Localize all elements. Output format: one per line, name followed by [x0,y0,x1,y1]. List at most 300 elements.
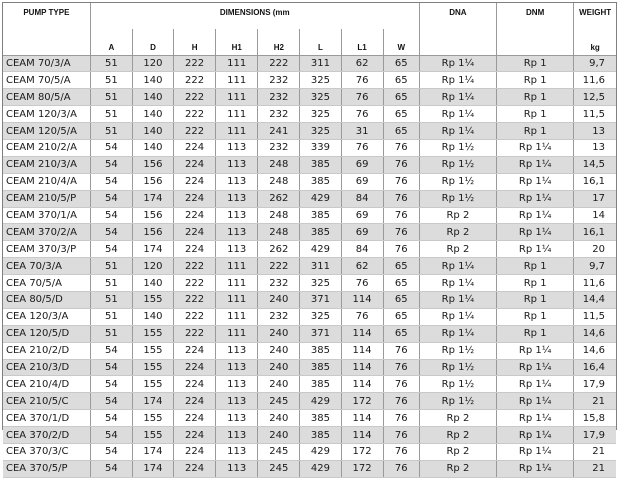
table-row [3,139,616,156]
cell-a: 54 [90,359,132,376]
cell-dnm: Rp 1¼ [497,173,574,190]
cell-h: 224 [174,410,216,427]
cell-h1: 111 [216,308,258,325]
cell-h2: 240 [258,291,300,308]
cell-a: 51 [90,72,132,89]
cell-l: 371 [300,325,341,342]
cell-a: 54 [90,207,132,224]
cell-pump-type: CEA 120/5/D [3,325,90,342]
cell-w: 76 [383,393,419,410]
cell-l: 371 [300,291,341,308]
cell-dna: Rp 1¼ [419,55,496,72]
cell-h1: 113 [216,190,258,207]
cell-h1: 113 [216,156,258,173]
cell-h1: 113 [216,427,258,444]
cell-dnm: Rp 1¼ [497,410,574,427]
table-row [3,173,616,190]
cell-weight: 17,9 [574,376,616,393]
header-pump-type: PUMP TYPE [23,8,70,17]
header-a: A [90,29,132,55]
cell-dna: Rp 2 [419,427,496,444]
cell-dnm: Rp 1¼ [497,190,574,207]
header-row-main [3,3,616,29]
cell-l1: 76 [341,72,383,89]
cell-d: 155 [132,427,173,444]
cell-dna: Rp 1½ [419,393,496,410]
cell-dnm: Rp 1¼ [497,156,574,173]
cell-a: 51 [90,258,132,275]
cell-l1: 69 [341,207,383,224]
cell-h2: 241 [258,123,300,140]
cell-pump-type: CEAM 80/5/A [3,89,90,106]
cell-l: 311 [300,258,341,275]
cell-h1: 111 [216,89,258,106]
table-row [3,427,616,444]
cell-d: 155 [132,342,173,359]
cell-pump-type: CEAM 370/2/A [3,224,90,241]
table-row [3,190,616,207]
cell-l: 385 [300,376,341,393]
cell-w: 76 [383,376,419,393]
header-dimensions: DIMENSIONS (mm [90,3,419,29]
cell-h2: 222 [258,258,300,275]
cell-dnm: Rp 1¼ [497,359,574,376]
cell-weight: 14,6 [574,325,616,342]
cell-a: 54 [90,190,132,207]
cell-h: 224 [174,376,216,393]
cell-h1: 111 [216,325,258,342]
cell-l: 429 [300,241,341,258]
cell-pump-type: CEAM 370/1/A [3,207,90,224]
cell-a: 51 [90,275,132,292]
cell-h2: 262 [258,190,300,207]
cell-h1: 113 [216,139,258,156]
cell-pump-type: CEA 370/1/D [3,410,90,427]
cell-h1: 113 [216,376,258,393]
cell-a: 54 [90,393,132,410]
pump-dimensions-table [3,3,616,478]
table-row [3,443,616,460]
cell-pump-type: CEA 370/5/P [3,460,90,477]
cell-weight: 20 [574,241,616,258]
cell-dnm: Rp 1 [497,325,574,342]
cell-h: 222 [174,291,216,308]
cell-weight: 14 [574,207,616,224]
cell-l: 325 [300,308,341,325]
cell-h: 222 [174,55,216,72]
cell-h2: 232 [258,106,300,123]
cell-l1: 84 [341,190,383,207]
cell-l: 325 [300,72,341,89]
cell-dnm: Rp 1 [497,291,574,308]
header-d: D [132,29,173,55]
cell-d: 156 [132,207,173,224]
header-h2: H2 [258,29,300,55]
table-row [3,376,616,393]
cell-weight: 21 [574,443,616,460]
cell-weight: 11,5 [574,106,616,123]
cell-h1: 113 [216,393,258,410]
cell-dna: Rp 1¼ [419,291,496,308]
cell-w: 76 [383,443,419,460]
cell-l1: 69 [341,224,383,241]
cell-dnm: Rp 1¼ [497,443,574,460]
cell-a: 54 [90,376,132,393]
table-row [3,275,616,292]
cell-dna: Rp 1¼ [419,89,496,106]
cell-pump-type: CEAM 210/2/A [3,139,90,156]
cell-dnm: Rp 1¼ [497,376,574,393]
cell-h2: 232 [258,139,300,156]
cell-a: 51 [90,308,132,325]
cell-l1: 114 [341,291,383,308]
cell-h: 224 [174,207,216,224]
cell-dna: Rp 1¼ [419,325,496,342]
cell-h: 222 [174,89,216,106]
cell-dna: Rp 1½ [419,139,496,156]
cell-h: 224 [174,156,216,173]
cell-dnm: Rp 1¼ [497,460,574,477]
cell-l: 325 [300,275,341,292]
cell-dna: Rp 1¼ [419,72,496,89]
cell-dnm: Rp 1¼ [497,207,574,224]
cell-a: 54 [90,460,132,477]
cell-l: 339 [300,139,341,156]
cell-a: 54 [90,443,132,460]
cell-l: 325 [300,89,341,106]
cell-l1: 31 [341,123,383,140]
cell-pump-type: CEA 210/3/D [3,359,90,376]
cell-dnm: Rp 1 [497,123,574,140]
cell-dna: Rp 1½ [419,156,496,173]
cell-h1: 111 [216,55,258,72]
cell-w: 76 [383,427,419,444]
cell-h2: 262 [258,241,300,258]
cell-h: 224 [174,443,216,460]
cell-h2: 240 [258,427,300,444]
cell-weight: 21 [574,393,616,410]
cell-h: 224 [174,342,216,359]
cell-dna: Rp 1½ [419,376,496,393]
cell-h1: 113 [216,443,258,460]
cell-w: 65 [383,275,419,292]
cell-dnm: Rp 1¼ [497,224,574,241]
cell-weight: 14,6 [574,342,616,359]
header-h: H [174,29,216,55]
cell-h1: 111 [216,275,258,292]
cell-h2: 232 [258,275,300,292]
cell-l: 385 [300,207,341,224]
cell-d: 156 [132,224,173,241]
cell-d: 155 [132,325,173,342]
cell-dna: Rp 1½ [419,359,496,376]
cell-d: 140 [132,72,173,89]
table-row [3,55,616,72]
cell-weight: 13 [574,123,616,140]
cell-l1: 172 [341,460,383,477]
cell-weight: 16,1 [574,173,616,190]
cell-l: 429 [300,393,341,410]
cell-w: 65 [383,325,419,342]
cell-pump-type: CEAM 370/3/P [3,241,90,258]
cell-d: 140 [132,89,173,106]
cell-dnm: Rp 1 [497,275,574,292]
cell-dna: Rp 2 [419,460,496,477]
table-row [3,123,616,140]
cell-dna: Rp 1½ [419,342,496,359]
cell-dnm: Rp 1¼ [497,427,574,444]
table-row [3,156,616,173]
cell-dna: Rp 2 [419,224,496,241]
cell-h2: 248 [258,173,300,190]
cell-h: 224 [174,460,216,477]
cell-h2: 248 [258,207,300,224]
cell-l1: 114 [341,325,383,342]
cell-h2: 240 [258,376,300,393]
cell-pump-type: CEA 370/2/D [3,427,90,444]
table-row [3,207,616,224]
cell-h: 224 [174,427,216,444]
cell-l1: 62 [341,258,383,275]
cell-d: 140 [132,308,173,325]
cell-l1: 76 [341,89,383,106]
cell-l1: 76 [341,275,383,292]
cell-h1: 113 [216,241,258,258]
header-blank [3,29,90,55]
cell-w: 65 [383,72,419,89]
cell-h2: 232 [258,308,300,325]
cell-dnm: Rp 1 [497,55,574,72]
cell-dnm: Rp 1¼ [497,342,574,359]
cell-w: 76 [383,241,419,258]
cell-h1: 113 [216,359,258,376]
header-row-sub [3,29,616,55]
cell-weight: 14,4 [574,291,616,308]
cell-pump-type: CEAM 120/5/A [3,123,90,140]
cell-h2: 240 [258,410,300,427]
cell-h1: 113 [216,410,258,427]
cell-h1: 113 [216,342,258,359]
cell-d: 156 [132,173,173,190]
cell-weight: 17,9 [574,427,616,444]
cell-a: 54 [90,173,132,190]
header-w: W [383,29,419,55]
header-h1: H1 [216,29,258,55]
cell-dna: Rp 1¼ [419,106,496,123]
cell-pump-type: CEAM 210/4/A [3,173,90,190]
cell-w: 65 [383,258,419,275]
table-row [3,291,616,308]
cell-l: 385 [300,173,341,190]
cell-pump-type: CEA 370/3/C [3,443,90,460]
table-row [3,224,616,241]
cell-h1: 111 [216,291,258,308]
cell-l1: 172 [341,443,383,460]
cell-l: 325 [300,123,341,140]
cell-l1: 76 [341,308,383,325]
cell-h1: 113 [216,224,258,241]
cell-l: 429 [300,443,341,460]
cell-h: 222 [174,106,216,123]
cell-w: 76 [383,410,419,427]
cell-dnm: Rp 1 [497,89,574,106]
cell-l1: 76 [341,106,383,123]
cell-dnm: Rp 1¼ [497,139,574,156]
cell-l: 385 [300,359,341,376]
cell-weight: 9,7 [574,55,616,72]
cell-w: 65 [383,291,419,308]
header-dna-unit [419,29,496,55]
cell-pump-type: CEA 120/3/A [3,308,90,325]
cell-h1: 111 [216,106,258,123]
cell-d: 174 [132,393,173,410]
cell-w: 65 [383,106,419,123]
cell-w: 65 [383,89,419,106]
header-dna: DNA [419,3,496,29]
cell-weight: 16,1 [574,224,616,241]
cell-l: 385 [300,410,341,427]
table-row [3,241,616,258]
cell-dna: Rp 1¼ [419,123,496,140]
cell-dnm: Rp 1 [497,72,574,89]
cell-pump-type: CEA 80/5/D [3,291,90,308]
cell-d: 120 [132,55,173,72]
cell-pump-type: CEA 210/5/C [3,393,90,410]
cell-h: 222 [174,72,216,89]
cell-h2: 248 [258,224,300,241]
cell-dna: Rp 2 [419,241,496,258]
cell-a: 51 [90,89,132,106]
cell-l: 385 [300,427,341,444]
cell-pump-type: CEAM 210/3/A [3,156,90,173]
cell-h2: 248 [258,156,300,173]
table-row [3,106,616,123]
cell-w: 65 [383,55,419,72]
cell-h: 222 [174,258,216,275]
cell-l: 311 [300,55,341,72]
header-dnm-unit [497,29,574,55]
cell-d: 174 [132,460,173,477]
cell-h: 224 [174,241,216,258]
cell-a: 54 [90,224,132,241]
cell-weight: 16,4 [574,359,616,376]
table-row [3,410,616,427]
cell-a: 54 [90,410,132,427]
cell-h1: 111 [216,258,258,275]
cell-pump-type: CEAM 210/5/P [3,190,90,207]
header-l: L [300,29,341,55]
cell-h2: 222 [258,55,300,72]
cell-h: 222 [174,123,216,140]
cell-h2: 240 [258,342,300,359]
cell-d: 174 [132,190,173,207]
cell-pump-type: CEA 210/2/D [3,342,90,359]
cell-dnm: Rp 1¼ [497,241,574,258]
cell-d: 155 [132,291,173,308]
cell-l1: 84 [341,241,383,258]
cell-d: 155 [132,376,173,393]
cell-a: 51 [90,106,132,123]
cell-dna: Rp 1½ [419,190,496,207]
cell-w: 76 [383,173,419,190]
cell-a: 51 [90,55,132,72]
cell-h: 222 [174,308,216,325]
cell-a: 51 [90,123,132,140]
cell-d: 140 [132,106,173,123]
cell-dna: Rp 1¼ [419,258,496,275]
cell-h2: 240 [258,325,300,342]
cell-w: 76 [383,224,419,241]
cell-l1: 114 [341,427,383,444]
cell-pump-type: CEAM 120/3/A [3,106,90,123]
cell-dna: Rp 2 [419,410,496,427]
cell-l1: 114 [341,342,383,359]
cell-w: 76 [383,207,419,224]
cell-l: 325 [300,106,341,123]
cell-pump-type: CEAM 70/5/A [3,72,90,89]
cell-h: 222 [174,275,216,292]
cell-l1: 114 [341,410,383,427]
cell-weight: 14,5 [574,156,616,173]
cell-w: 76 [383,190,419,207]
cell-l1: 69 [341,156,383,173]
cell-a: 54 [90,427,132,444]
cell-a: 54 [90,156,132,173]
cell-d: 155 [132,359,173,376]
header-weight: WEIGHT [574,3,616,29]
cell-l1: 76 [341,139,383,156]
cell-weight: 12,5 [574,89,616,106]
table-row [3,258,616,275]
header-weight-unit: kg [574,29,616,55]
cell-a: 54 [90,241,132,258]
table-row [3,460,616,477]
cell-h1: 111 [216,72,258,89]
cell-dna: Rp 2 [419,207,496,224]
cell-weight: 11,6 [574,72,616,89]
cell-h: 224 [174,393,216,410]
cell-dnm: Rp 1¼ [497,393,574,410]
cell-weight: 17 [574,190,616,207]
cell-h1: 111 [216,123,258,140]
cell-d: 140 [132,139,173,156]
cell-pump-type: CEA 210/4/D [3,376,90,393]
table-row [3,393,616,410]
cell-d: 156 [132,156,173,173]
cell-h: 224 [174,173,216,190]
cell-h: 222 [174,325,216,342]
cell-h1: 113 [216,460,258,477]
cell-h: 224 [174,139,216,156]
header-l1: L1 [341,29,383,55]
cell-dnm: Rp 1 [497,106,574,123]
cell-h: 224 [174,190,216,207]
cell-dna: Rp 1½ [419,173,496,190]
cell-w: 76 [383,342,419,359]
table-row [3,72,616,89]
cell-h: 224 [174,359,216,376]
cell-d: 140 [132,275,173,292]
cell-weight: 15,8 [574,410,616,427]
cell-h2: 240 [258,359,300,376]
spec-table-frame [2,2,617,475]
cell-d: 120 [132,258,173,275]
cell-h2: 245 [258,393,300,410]
cell-l: 429 [300,460,341,477]
cell-h: 224 [174,224,216,241]
cell-l1: 69 [341,173,383,190]
cell-h1: 113 [216,207,258,224]
